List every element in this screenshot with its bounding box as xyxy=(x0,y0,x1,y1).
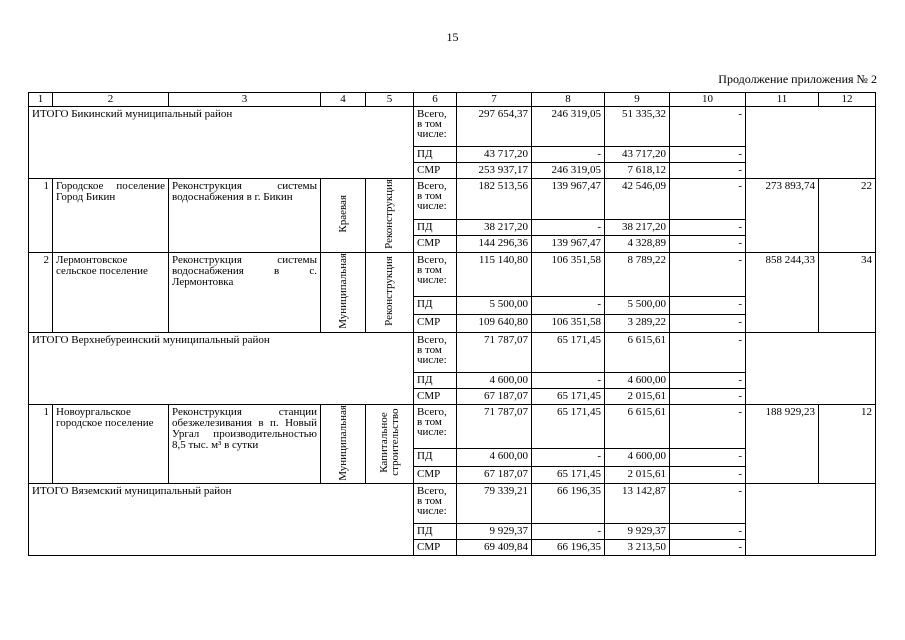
cost-type: СМР xyxy=(414,314,457,332)
total-title: ИТОГО Вяземский муниципальный район xyxy=(29,484,414,556)
object-name: Реконструкция станции обезжелезивания в п. Новый Ургал производительностью 8,5 тыс. м³ в сутки xyxy=(169,404,321,484)
settlement-name: Новоургальское городское поселение xyxy=(53,404,169,484)
cost-type: Всего, в том числе: xyxy=(414,179,457,220)
value-cell: 65 171,45 xyxy=(532,466,605,484)
header-cell: 2 xyxy=(53,93,169,107)
value-cell: - xyxy=(532,448,605,466)
value-cell: 67 187,07 xyxy=(457,388,532,404)
value-cell: - xyxy=(670,372,746,388)
work-type-label: Реконструкция xyxy=(383,179,395,249)
value-cell: - xyxy=(532,297,605,315)
value-cell: - xyxy=(670,252,746,296)
value-cell: - xyxy=(670,163,746,179)
value-cell: 246 319,05 xyxy=(532,163,605,179)
value-cell: 66 196,35 xyxy=(532,484,605,524)
work-type-cell xyxy=(366,404,414,484)
estimate-cost: 858 244,33 xyxy=(746,252,819,332)
cost-type: СМР xyxy=(414,388,457,404)
value-cell: 42 546,09 xyxy=(605,179,670,220)
empty-cell xyxy=(746,332,876,404)
cost-type: ПД xyxy=(414,372,457,388)
value-cell: - xyxy=(670,332,746,372)
cost-type: Всего, в том числе: xyxy=(414,107,457,147)
item-number: 1 xyxy=(29,179,53,253)
estimate-cost: 273 893,74 xyxy=(746,179,819,253)
work-type-label: Капитальное строительство xyxy=(377,408,401,477)
value-cell: - xyxy=(670,540,746,556)
cost-type: ПД xyxy=(414,147,457,163)
value-cell: 109 640,80 xyxy=(457,314,532,332)
value-cell: 65 171,45 xyxy=(532,332,605,372)
ownership-cell xyxy=(321,179,366,253)
value-cell: 13 142,87 xyxy=(605,484,670,524)
value-cell: 139 967,47 xyxy=(532,236,605,252)
value-cell: 6 615,61 xyxy=(605,404,670,448)
cost-type: ПД xyxy=(414,524,457,540)
cost-type: Всего, в том числе: xyxy=(414,484,457,524)
value-cell: 7 618,12 xyxy=(605,163,670,179)
item-row xyxy=(29,252,876,296)
work-type-label: Реконструкция xyxy=(383,255,395,326)
value-cell: - xyxy=(532,372,605,388)
cost-type: Всего, в том числе: xyxy=(414,404,457,448)
value-cell: 43 717,20 xyxy=(457,147,532,163)
value-cell: - xyxy=(670,220,746,236)
empty-cell xyxy=(746,484,876,556)
value-cell: 9 929,37 xyxy=(605,524,670,540)
total-row xyxy=(29,332,876,372)
header-cell: 11 xyxy=(746,93,819,107)
value-cell: 6 615,61 xyxy=(605,332,670,372)
value-cell: 51 335,32 xyxy=(605,107,670,147)
total-row xyxy=(29,107,876,147)
header-cell: 7 xyxy=(457,93,532,107)
page-number: 15 xyxy=(446,30,459,44)
header-row xyxy=(29,93,876,107)
value-cell: - xyxy=(670,107,746,147)
capacity-value: 22 xyxy=(819,179,876,253)
ownership-label: Краевая xyxy=(336,195,349,233)
header-cell: 12 xyxy=(819,93,876,107)
value-cell: 4 600,00 xyxy=(457,448,532,466)
value-cell: - xyxy=(670,484,746,524)
cost-type: Всего, в том числе: xyxy=(414,252,457,296)
estimate-cost: 188 929,23 xyxy=(746,404,819,484)
cost-type: СМР xyxy=(414,236,457,252)
appendix-table xyxy=(28,92,876,556)
value-cell: 4 600,00 xyxy=(605,372,670,388)
empty-cell xyxy=(746,107,876,179)
object-name: Реконструкция системы водоснабжения в с. Лермонтовка xyxy=(169,252,321,332)
value-cell: - xyxy=(670,448,746,466)
capacity-value: 34 xyxy=(819,252,876,332)
value-cell: - xyxy=(670,466,746,484)
header-cell: 1 xyxy=(29,93,53,107)
total-title: ИТОГО Бикинский муниципальный район xyxy=(29,107,414,179)
ownership-label: Муниципальная xyxy=(336,404,349,481)
value-cell: - xyxy=(670,297,746,315)
work-type-cell xyxy=(366,252,414,332)
total-row xyxy=(29,484,876,524)
value-cell: 71 787,07 xyxy=(457,404,532,448)
item-row xyxy=(29,404,876,448)
cost-type: ПД xyxy=(414,220,457,236)
ownership-cell xyxy=(321,404,366,484)
value-cell: - xyxy=(670,236,746,252)
value-cell: - xyxy=(670,314,746,332)
value-cell: 38 217,20 xyxy=(605,220,670,236)
item-number: 1 xyxy=(29,404,53,484)
header-cell: 6 xyxy=(414,93,457,107)
value-cell: 253 937,17 xyxy=(457,163,532,179)
value-cell: 8 789,22 xyxy=(605,252,670,296)
header-cell: 8 xyxy=(532,93,605,107)
value-cell: - xyxy=(532,524,605,540)
cost-type: СМР xyxy=(414,540,457,556)
value-cell: 71 787,07 xyxy=(457,332,532,372)
value-cell: - xyxy=(532,147,605,163)
cost-type: Всего, в том числе: xyxy=(414,332,457,372)
value-cell: 3 289,22 xyxy=(605,314,670,332)
value-cell: 67 187,07 xyxy=(457,466,532,484)
header-cell: 9 xyxy=(605,93,670,107)
value-cell: 297 654,37 xyxy=(457,107,532,147)
value-cell: 66 196,35 xyxy=(532,540,605,556)
value-cell: 5 500,00 xyxy=(605,297,670,315)
value-cell: 65 171,45 xyxy=(532,404,605,448)
cost-type: ПД xyxy=(414,448,457,466)
value-cell: 3 213,50 xyxy=(605,540,670,556)
cost-type: СМР xyxy=(414,466,457,484)
value-cell: 115 140,80 xyxy=(457,252,532,296)
value-cell: 106 351,58 xyxy=(532,252,605,296)
continuation-caption: Продолжение приложения № 2 xyxy=(718,72,877,86)
value-cell: 246 319,05 xyxy=(532,107,605,147)
item-number: 2 xyxy=(29,252,53,332)
value-cell: 43 717,20 xyxy=(605,147,670,163)
value-cell: - xyxy=(670,388,746,404)
value-cell: 4 600,00 xyxy=(457,372,532,388)
value-cell: 9 929,37 xyxy=(457,524,532,540)
work-type-cell xyxy=(366,179,414,253)
value-cell: 144 296,36 xyxy=(457,236,532,252)
ownership-label: Муниципальная xyxy=(336,252,349,329)
object-name: Реконструкция системы водоснабжения в г. Бикин xyxy=(169,179,321,253)
header-cell: 4 xyxy=(321,93,366,107)
header-cell: 5 xyxy=(366,93,414,107)
cost-type: СМР xyxy=(414,163,457,179)
value-cell: - xyxy=(670,147,746,163)
value-cell: 65 171,45 xyxy=(532,388,605,404)
value-cell: - xyxy=(532,220,605,236)
value-cell: 4 328,89 xyxy=(605,236,670,252)
value-cell: 79 339,21 xyxy=(457,484,532,524)
value-cell: 182 513,56 xyxy=(457,179,532,220)
value-cell: 5 500,00 xyxy=(457,297,532,315)
capacity-value: 12 xyxy=(819,404,876,484)
total-title: ИТОГО Верхнебуреинский муниципальный район xyxy=(29,332,414,404)
value-cell: - xyxy=(670,404,746,448)
value-cell: 69 409,84 xyxy=(457,540,532,556)
value-cell: - xyxy=(670,524,746,540)
value-cell: - xyxy=(670,179,746,220)
value-cell: 2 015,61 xyxy=(605,388,670,404)
header-cell: 3 xyxy=(169,93,321,107)
value-cell: 4 600,00 xyxy=(605,448,670,466)
settlement-name: Лермонтовское сельское поселение xyxy=(53,252,169,332)
item-row xyxy=(29,179,876,220)
value-cell: 2 015,61 xyxy=(605,466,670,484)
settlement-name: Городское поселение Город Бикин xyxy=(53,179,169,253)
ownership-cell xyxy=(321,252,366,332)
value-cell: 38 217,20 xyxy=(457,220,532,236)
header-cell: 10 xyxy=(670,93,746,107)
value-cell: 139 967,47 xyxy=(532,179,605,220)
cost-type: ПД xyxy=(414,297,457,315)
value-cell: 106 351,58 xyxy=(532,314,605,332)
